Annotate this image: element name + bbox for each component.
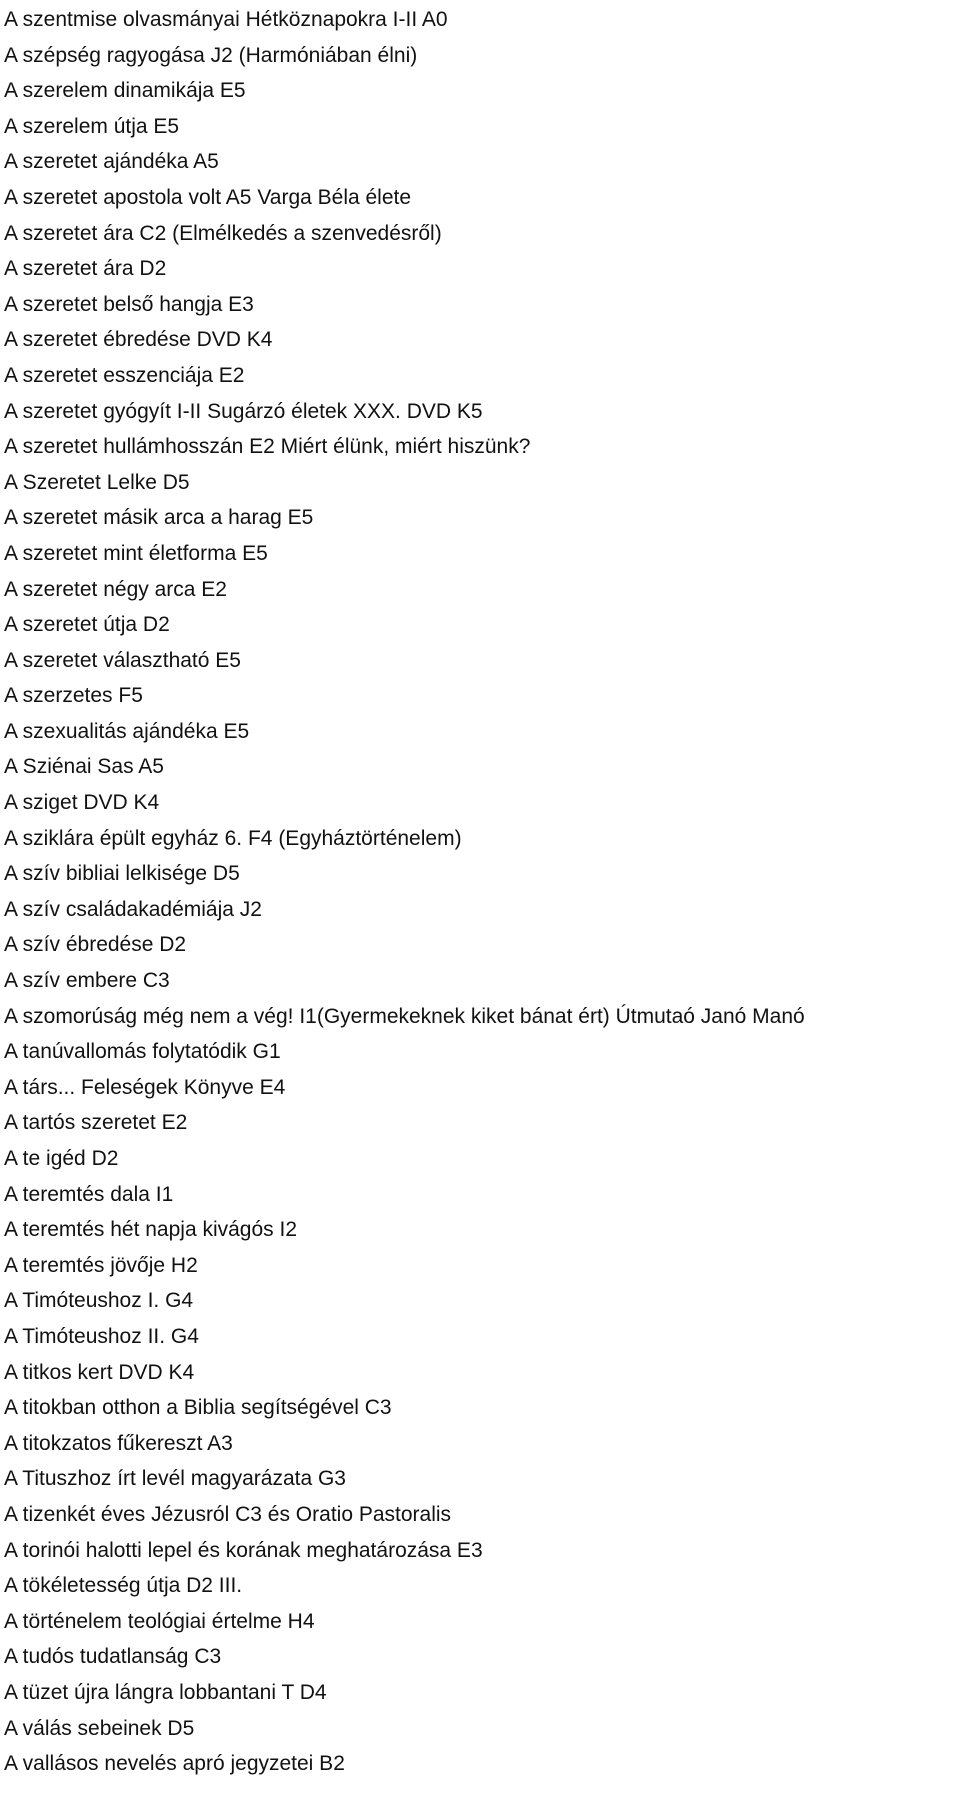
list-item: A válás sebeinek D5 xyxy=(4,1716,195,1740)
list-item: A sziklára épült egyház 6. F4 (Egyháztörténelem) xyxy=(4,826,462,850)
list-item: A te igéd D2 xyxy=(4,1147,119,1170)
list-item: A tizenkét éves Jézusról C3 és Oratio Pastoralis xyxy=(4,1502,452,1526)
list-item: A szív bibliai lelkisége D5 xyxy=(4,862,240,886)
list-item: A tökéletesség útja D2 III. xyxy=(4,1574,243,1598)
list-item: A szív családakadémiája J2 xyxy=(4,897,262,921)
list-item: A szeretet ára D2 xyxy=(4,257,167,281)
list-item: A szeretet ajándéka A5 xyxy=(4,150,219,174)
list-item: A szexualitás ajándéka E5 xyxy=(4,719,250,743)
list-item: A tartós szeretet E2 xyxy=(4,1111,188,1135)
list-item: A szentmise olvasmányai Hétköznapokra I-II A0 xyxy=(4,8,448,31)
list-item: A szépség ragyogása J2 (Harmóniában élni) xyxy=(4,43,418,67)
list-item: A szomorúság még nem a vég! I1(Gyermekeknek kiket bánat ért) Útmutaó Janó Manó xyxy=(4,1004,805,1028)
list-item: A Tituszhoz írt levél magyarázata G3 xyxy=(4,1467,346,1491)
list-item: A társ... Feleségek Könyve E4 xyxy=(4,1075,286,1099)
list-item: A szeretet választható E5 xyxy=(4,648,241,672)
list-item: A szerelem dinamikája E5 xyxy=(4,79,246,103)
title-list xyxy=(0,2,960,1782)
list-item: A titokban otthon a Biblia segítségével C3 xyxy=(4,1396,392,1420)
list-item: A teremtés jövője H2 xyxy=(4,1253,198,1277)
list-item: A szeretet ára C2 (Elmélkedés a szenvedésről) xyxy=(4,221,442,245)
list-item: A Timóteushoz II. G4 xyxy=(4,1324,199,1348)
list-item: A teremtés hét napja kivágós I2 xyxy=(4,1218,298,1242)
list-item: A szeretet másik arca a harag E5 xyxy=(4,506,314,530)
list-item: A tanúvallomás folytatódik G1 xyxy=(4,1040,281,1064)
list-item: A titkos kert DVD K4 xyxy=(4,1360,195,1384)
list-item: A szeretet gyógyít I-II Sugárzó életek XXX. DVD K5 xyxy=(4,399,483,423)
list-item: A szerelem útja E5 xyxy=(4,114,180,138)
list-item: A szív ébredése D2 xyxy=(4,933,187,957)
list-item: A titokzatos fűkereszt A3 xyxy=(4,1431,233,1455)
list-item: A Szeretet Lelke D5 xyxy=(4,470,190,494)
list-item: A szeretet ébredése DVD K4 xyxy=(4,328,273,352)
list-item: A tüzet újra lángra lobbantani T D4 xyxy=(4,1680,327,1704)
list-item: A történelem teológiai értelme H4 xyxy=(4,1609,315,1633)
list-item: A szerzetes F5 xyxy=(4,684,143,708)
list-item: A szeretet apostola volt A5 Varga Béla élete xyxy=(4,185,412,209)
list-item: A szeretet mint életforma E5 xyxy=(4,541,268,565)
list-item: A torinói halotti lepel és korának meghatározása E3 xyxy=(4,1538,483,1562)
list-item: A szeretet esszenciája E2 xyxy=(4,363,245,387)
list-item: A szeretet négy arca E2 xyxy=(4,577,227,601)
list-item: A teremtés dala I1 xyxy=(4,1182,174,1206)
list-item: A Sziénai Sas A5 xyxy=(4,755,164,779)
list-item: A szeretet belső hangja E3 xyxy=(4,292,254,316)
list-item: A tudós tudatlanság C3 xyxy=(4,1645,222,1669)
list-item: A Timóteushoz I. G4 xyxy=(4,1289,194,1313)
list-item: A sziget DVD K4 xyxy=(4,791,160,815)
list-item: A szeretet útja D2 xyxy=(4,613,170,637)
list-item: A szeretet hullámhosszán E2 Miért élünk, miért hiszünk? xyxy=(4,435,531,459)
list-item: A szív embere C3 xyxy=(4,969,170,993)
list-item: A vallásos nevelés apró jegyzetei B2 xyxy=(4,1752,345,1776)
